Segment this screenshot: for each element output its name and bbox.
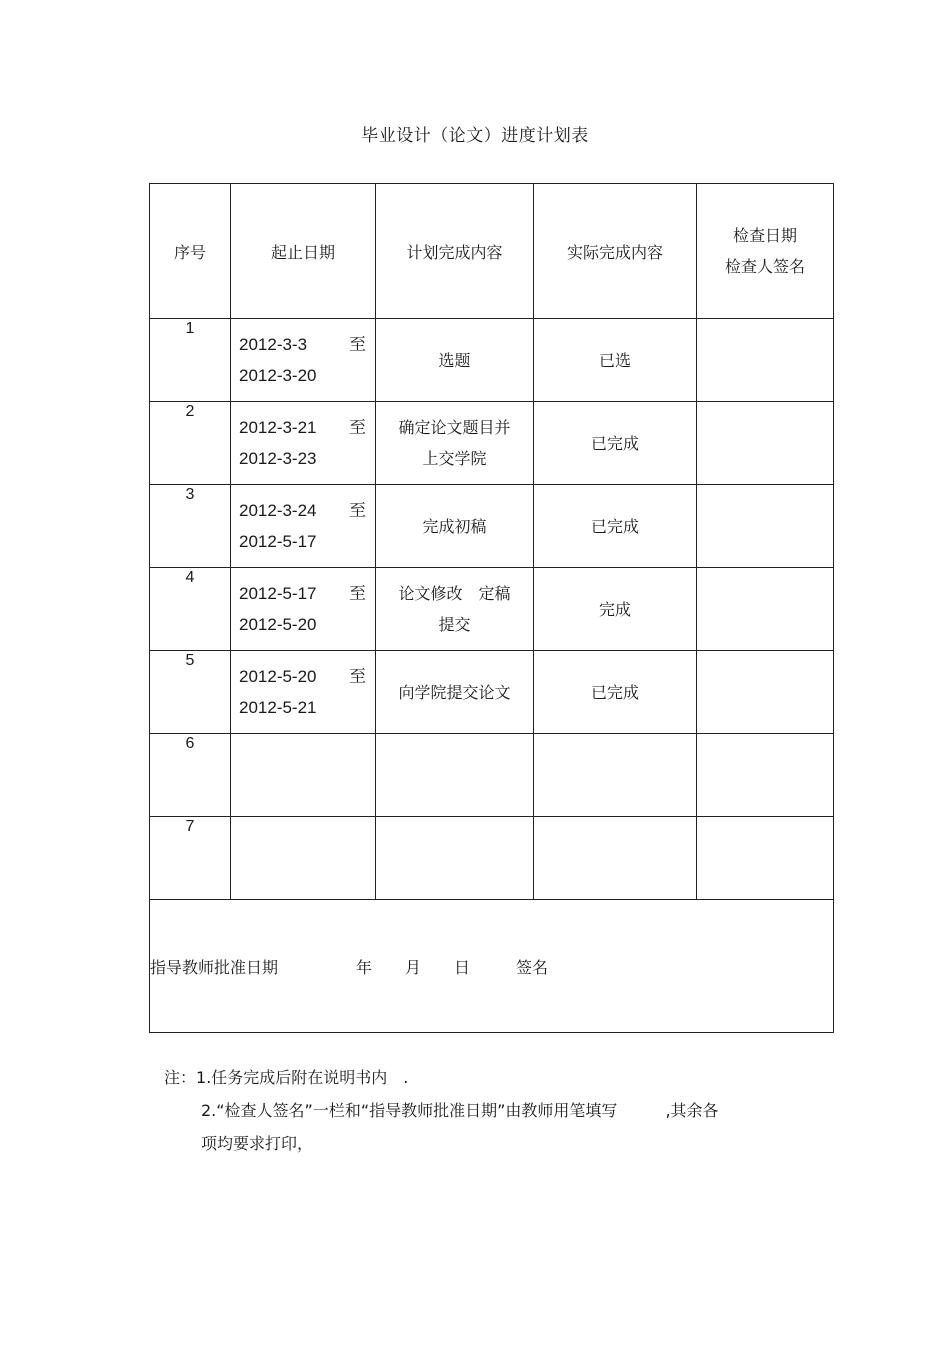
row-planned-line-2: 提交 [438,615,471,634]
note-item-1-end: . [403,1068,409,1087]
row-planned-line-1: 选题 [438,350,471,370]
table-row [150,485,834,568]
row-dates [231,485,376,568]
table-row [150,734,834,817]
row-planned [376,734,534,817]
approval-month: 月 [405,957,422,977]
row-end-date: 2012-3-23 [239,449,317,468]
row-end-date: 2012-3-20 [239,366,317,385]
row-check [697,568,834,651]
row-date-connector: 至 [349,418,366,437]
notes [164,1061,824,1160]
row-dates [231,651,376,734]
row-check [697,485,834,568]
row-end-date: 2012-5-21 [239,698,317,717]
note-line-2 [164,1094,824,1127]
row-planned-line-1: 完成初稿 [422,516,487,536]
row-dates [231,568,376,651]
row-dates [231,734,376,817]
row-date-connector: 至 [349,584,366,603]
row-check [697,817,834,900]
table-header-row [150,184,834,319]
approval-day: 日 [454,957,471,977]
approval-cell [150,900,834,1033]
row-planned [376,485,534,568]
row-end-date: 2012-5-20 [239,615,317,634]
header-dates: 起止日期 [231,184,376,319]
row-end-date: 2012-5-17 [239,532,317,551]
header-index: 序号 [150,184,231,319]
row-actual: 已完成 [534,402,697,485]
row-index: 7 [150,817,231,900]
row-planned [376,568,534,651]
row-index: 4 [150,568,231,651]
page-title: 毕业设计（论文）进度计划表 [361,126,589,146]
row-planned-line-1: 向学院提交论文 [398,682,511,702]
row-actual [534,734,697,817]
header-check [697,184,834,319]
approval-row [150,900,834,1033]
row-start-date: 2012-5-20 [239,667,317,686]
row-actual: 已完成 [534,485,697,568]
row-index: 6 [150,734,231,817]
row-start-date: 2012-3-24 [239,501,317,520]
table-row [150,568,834,651]
row-dates [231,319,376,402]
header-planned: 计划完成内容 [376,184,534,319]
row-index: 1 [150,319,231,402]
row-planned [376,651,534,734]
note-item-2: 2.“检查人签名”一栏和“指导教师批准日期”由教师用笔填写 [201,1101,618,1120]
row-planned-line-2: 上交学院 [422,449,487,468]
note-prefix: 注： [164,1068,197,1087]
row-index: 5 [150,651,231,734]
row-check [697,651,834,734]
table-row [150,651,834,734]
approval-label: 指导教师批准日期 [150,957,279,977]
row-date-connector: 至 [349,501,366,520]
row-actual: 完成 [534,568,697,651]
row-actual [534,817,697,900]
row-index: 2 [150,402,231,485]
row-check [697,734,834,817]
row-date-connector: 至 [349,335,366,354]
row-dates [231,402,376,485]
note-line-1 [164,1061,824,1094]
row-date-connector: 至 [349,667,366,686]
row-start-date: 2012-3-3 [239,335,308,354]
approval-year: 年 [356,957,373,977]
row-start-date: 2012-3-21 [239,418,317,437]
row-check [697,402,834,485]
row-planned [376,402,534,485]
row-actual: 已完成 [534,651,697,734]
row-actual: 已选 [534,319,697,402]
table-row [150,319,834,402]
row-index: 3 [150,485,231,568]
table-row [150,402,834,485]
note-line-3: 项均要求打印， [201,1134,314,1153]
table-row [150,817,834,900]
header-actual: 实际完成内容 [534,184,697,319]
note-item-1: 1.任务完成后附在说明书内 [196,1068,388,1087]
progress-plan-table [149,183,834,1033]
row-planned [376,319,534,402]
header-check-signature: 检查人签名 [724,257,805,276]
row-planned [376,817,534,900]
row-start-date: 2012-5-17 [239,584,317,603]
header-check-date: 检查日期 [732,226,797,245]
note-item-2-end: ,其余各 [665,1101,719,1120]
row-planned-line-1: 确定论文题目并 [398,418,511,437]
approval-signature: 签名 [516,957,549,977]
row-check [697,319,834,402]
row-dates [231,817,376,900]
row-planned-line-1: 论文修改 定稿 [398,584,511,603]
